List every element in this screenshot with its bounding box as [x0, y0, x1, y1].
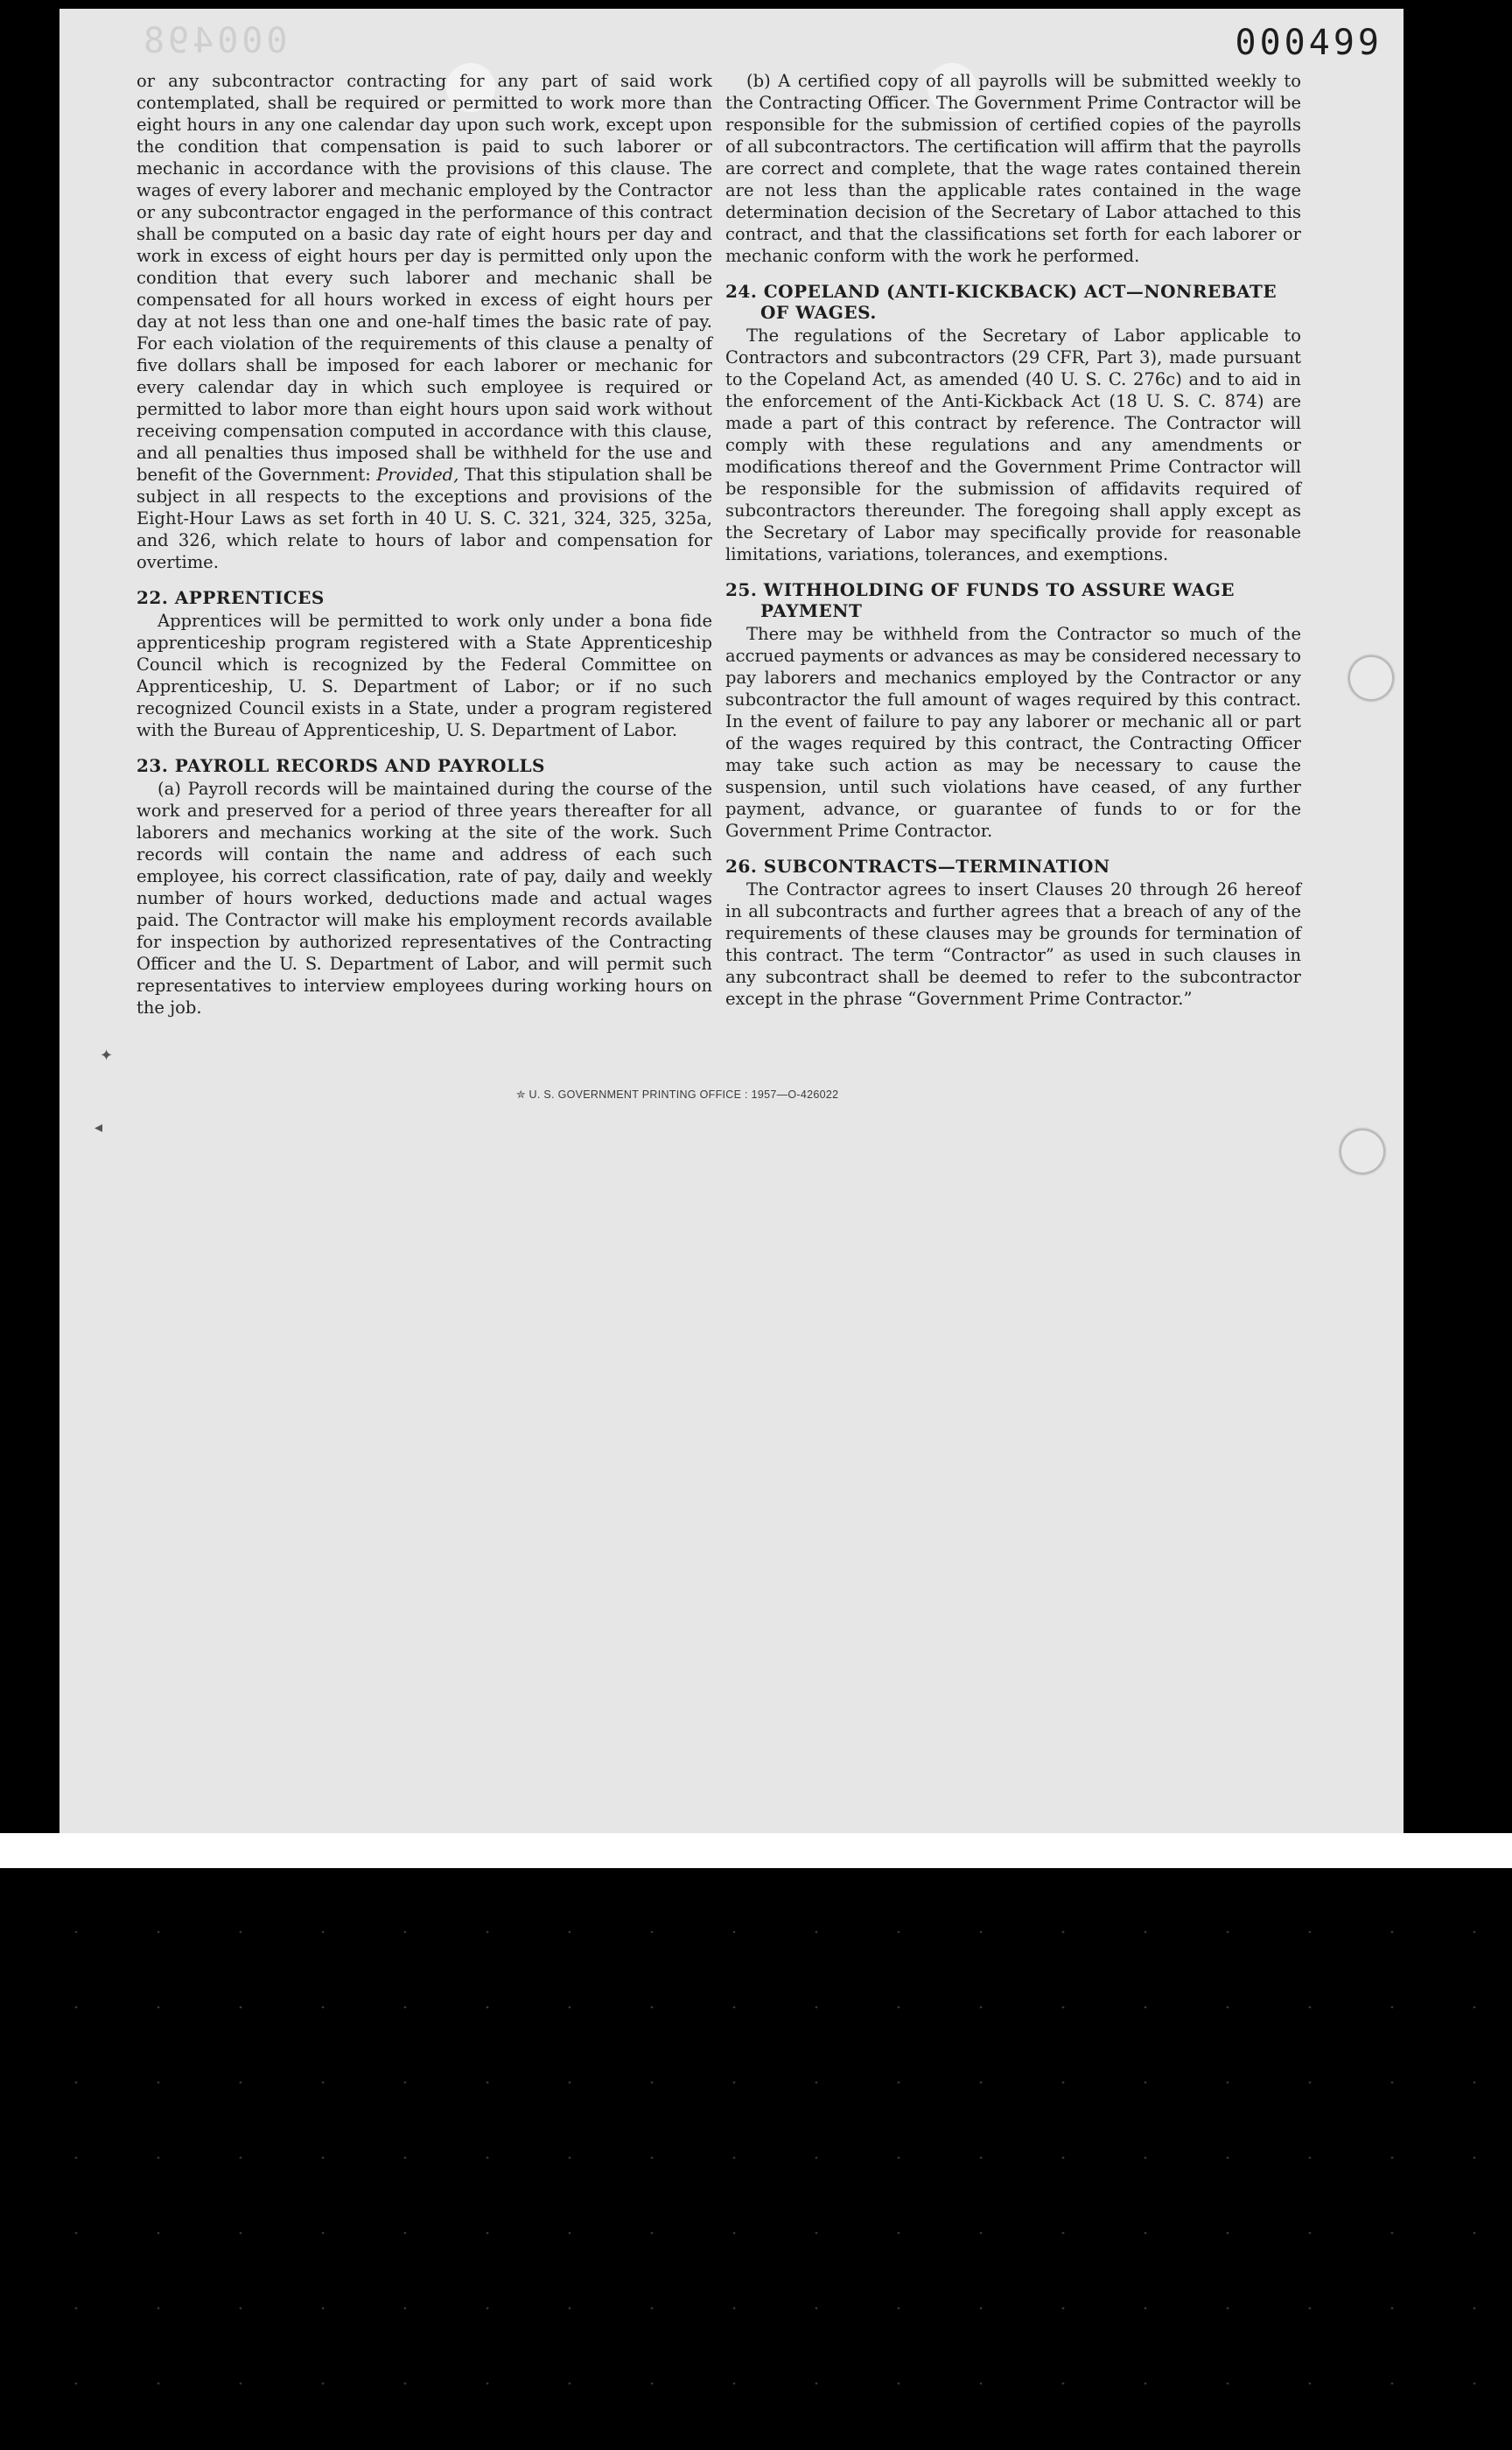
paragraph-26: The Contractor agrees to insert Clauses 20 through 26 hereof in all subcontracts and further agrees that a breach of any of the requirements of these clauses may be grounds for termination of this contract. The term “Contractor” as used in such clauses in any subcontract shall be deemed to refer to the subcontractor except in the phrase “Government Prime Contractor.” — [725, 879, 1301, 1009]
section-heading-26: 26. SUBCONTRACTS—TERMINATION — [725, 856, 1110, 877]
section-heading-24: 24. COPELAND (ANTI-KICKBACK) ACT—NONREBATE OF WAGES. — [725, 281, 1278, 323]
margin-mark-icon: ◂ — [94, 1118, 103, 1137]
punch-hole-icon — [1340, 1129, 1385, 1174]
paragraph-21-continued — [136, 70, 712, 573]
paragraph-23b: (b) A certified copy of all payrolls will be submitted weekly to the Contracting Officer. The Government Prime Contractor will be responsible for the submission of certified copies of the payrolls of all subcontractors. The certification will affirm that the payrolls are correct and complete, that the wage rates contained therein are not less than the applicable rates contained in the wage determination decision of the Secretary of Labor attached to this contract, and that the classifications set forth for each laborer or mechanic conform with the work he performed. — [725, 71, 1301, 266]
left-column — [136, 70, 712, 1018]
printing-office-footer: ✮ U. S. GOVERNMENT PRINTING OFFICE : 1957—O-426022 — [516, 1088, 839, 1101]
paragraph-22: Apprentices will be permitted to work only under a bona fide apprenticeship program registered with a State Apprenticeship Council which is recognized by the Federal Committee on Apprenticeship, U. S. Department of Labor; or if no such recognized Council exists in a State, under a program registered with the Bureau of Apprenticeship, U. S. Department of Labor. — [136, 611, 712, 740]
scan-noise — [0, 1868, 1512, 2450]
paragraph-24: The regulations of the Secretary of Labor applicable to Contractors and subcontractors (29 CFR, Part 3), made pursuant to the Copeland Act, as amended (40 U. S. C. 276c) and to aid in the enforcement of the Anti-Kickback Act (18 U. S. C. 874) are made a part of this contract by reference. The Contractor will comply with these regulations and any amendments or modifications thereof and the Government Prime Contractor will be responsible for the submission of affidavits required of subcontractors thereunder. The foregoing shall apply except as the Secretary of Labor may specifically provide for reasonable limitations, variations, tolerances, and exemptions. — [725, 326, 1301, 564]
paragraph-text: or any subcontractor contracting for any part of said work contemplated, shall be required or permitted to work more than eight hours in any one calendar day upon such work, except upon the condition that compensation is paid to such laborer or mechanic in accordance with the provisions of this clause. The wages of every laborer and mechanic employed by the Contractor or any subcontractor engaged in the performance of this contract shall be computed on a basic day rate of eight hours per day and work in excess of eight hours per day is permitted only upon the condition that every such laborer and mechanic shall be compensated for all hours worked in excess of eight hours per day at not less than one and one-half times the basic rate of pay. For each violation of the requirements of this clause a penalty of five dollars shall be imposed for each laborer or mechanic for every calendar day in which such employee is required or permitted to labor more than eight hours upon said work without receiving compensation computed in accordance with this clause, and all penalties thus imposed shall be withheld for the use and benefit of the Government: — [136, 71, 712, 485]
paragraph-23a: (a) Payroll records will be maintained during the course of the work and preserved for a period of three years thereafter for all laborers and mechanics working at the site of the work. Such records will contain the name and address of each such employee, his correct classification, rate of pay, daily and weekly number of hours worked, deductions made and actual wages paid. The Contractor will make his employment records available for inspection by authorized representatives of the Contracting Officer and the U. S. Department of Labor, and will permit such representatives to interview employees during working hours on the job. — [136, 779, 712, 1018]
section-heading-23: 23. PAYROLL RECORDS AND PAYROLLS — [136, 755, 545, 776]
scan-edge — [0, 1833, 1512, 1868]
paragraph-text: That this stipulation shall be subject in all respects to the exceptions and provisions of the Eight-Hour Laws as set forth in 40 U. S. C. 321, 324, 325, 325a, and 326, which relate to hours of labor and compensation for overtime. — [136, 465, 713, 572]
section-heading-22: 22. APPRENTICES — [136, 587, 325, 608]
paragraph-25: There may be withheld from the Contractor so much of the accrued payments or advances as may be considered necessary to pay laborers and mechanics employed by the Contractor or any subcontractor the full amount of wages required by this contract. In the event of failure to pay any laborer or mechanic all or part of the wages required by this contract, the Contracting Officer may take such action as may be necessary to cause the suspension, until such violations have ceased, of any further payment, advance, or guarantee of funds to or for the Government Prime Contractor. — [725, 624, 1301, 841]
stamp-number: 000499 — [1235, 23, 1382, 63]
right-column — [725, 70, 1301, 1010]
section-heading-25: 25. WITHHOLDING OF FUNDS TO ASSURE WAGE PAYMENT — [725, 579, 1236, 621]
punch-hole-icon — [1348, 655, 1394, 701]
italic-provided: Provided, — [376, 465, 459, 485]
bleed-through-stamp-number: 000498 — [140, 21, 288, 61]
margin-mark-icon: ✦ — [100, 1046, 114, 1065]
